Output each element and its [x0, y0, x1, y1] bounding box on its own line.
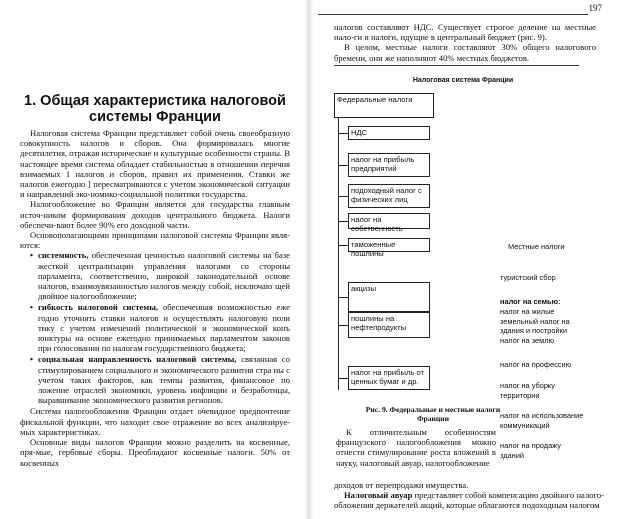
- list-item: • гибкость налоговой системы, обеспеченная возможностью еже годно уточнять ставки налогов и осуществлять налоговую поли тику с учетом изменений политической и экономической конъ юнктуры на основе ежегодно принимаемых парламентом законов при голосовании по налогам государственного бюджета;: [30, 302, 290, 353]
- local-tax-item: коммуникаций: [500, 421, 550, 430]
- tax-box-property: налог на собственность: [348, 213, 430, 229]
- tax-box-income: подоходный налог с физических лиц: [348, 184, 430, 208]
- connector: [338, 133, 348, 134]
- right-bottom-text: доходов от перепродажи имущества. Налоговый авуар представляет собой компенсацию двойного налого-обложения держателей акций, которые облагаются подоходным налогом: [334, 480, 604, 511]
- connector: [338, 297, 348, 298]
- local-tax-item: налог на продажу: [500, 441, 561, 450]
- diagram-title: Налоговая система Франции: [412, 77, 514, 84]
- local-tax-item: налог на землю: [500, 336, 555, 345]
- section-heading: 1. Общая характеристика налоговой системы Франции: [24, 93, 286, 125]
- tax-box-excise: акцизы: [348, 282, 430, 312]
- tax-box-profit: налог на прибыль предприятий: [348, 153, 430, 177]
- paragraph-revenue: Налогообложение во Франции является для государства главным источ-ником формирования доходов центрального бюджета. Налоги обеспечи-вают более 90% его доходной части.: [20, 199, 290, 230]
- connector: [338, 245, 348, 246]
- tax-box-vat: НДС: [348, 126, 430, 140]
- federal-taxes-box: Федеральные налоги: [334, 93, 434, 118]
- connector: [338, 325, 348, 326]
- local-tax-item: территории: [500, 391, 540, 400]
- paragraph-principles: Основополагающими принципами налоговой системы Франции явля-ются:: [20, 230, 290, 251]
- paragraph-types: Основные виды налогов Франции можно разделить на косвенные, пря-мые, гербовые сборы. Преобладают косвенные налоги. 50% от косвенных: [20, 437, 290, 468]
- book-gutter: [304, 0, 314, 519]
- right-para-k: К отличительным особенностям французского налогообложения можно отнести стимулирование роста вложений в науку, налоговый авуар, налогообложение: [336, 427, 496, 468]
- right-page: [318, 0, 620, 519]
- paragraph-intro: Налоговая система Франции представляет собой очень своеобразную совокупность налогов и сборов. Она формировалась многие десятилетия, отражая исторические и культурные особенности страны. В настоящее время система обладает стабильностью в отношении перечня взимаемых 1 налогов и сборов, правил их применения. Ставки же налогов ежегодно ] пересматриваются с учетом экономической ситуации и направлений эко-номико-социальной политики государства.: [20, 128, 290, 200]
- local-taxes-label: Местные налоги: [508, 242, 565, 251]
- tax-box-customs: таможенные пошлины: [348, 238, 430, 252]
- page-number: 197: [588, 3, 602, 13]
- connector: [338, 118, 339, 390]
- principles-list: [20, 250, 290, 405]
- connector: [338, 165, 348, 166]
- connector: [338, 221, 348, 222]
- local-tax-item: налог на профессию: [500, 360, 572, 369]
- paragraph-fiscal: Система налогообложения Франции отдает очевидное предпочтение фискальной функции, что находит свое отражение во всех анализируе-мых характеристиках.: [20, 406, 290, 437]
- local-tax-item: налог на использование: [500, 411, 584, 420]
- local-tax-item: зданий: [500, 451, 524, 460]
- local-tax-item: туристский сбор: [500, 273, 556, 282]
- header-rule: [318, 14, 588, 15]
- connector: [338, 378, 348, 379]
- tax-box-securities: налог на прибыль от ценных бумаг и др.: [348, 366, 430, 390]
- tax-box-oil-duties: пошлины на нефтепродукты: [348, 312, 430, 338]
- local-tax-item: здания и постройки: [500, 326, 567, 335]
- connector: [338, 196, 348, 197]
- left-body: [20, 128, 290, 468]
- left-page: [0, 0, 300, 519]
- list-item: • системность, обеспеченная ценностью налоговой системы на базе жесткой централизации управления налогами со стороны парламента, соответственно, широкой законодательной основе налогов, взаимоувязанностью налогов между собой, исключаю щей двойное налогообложение;: [30, 250, 290, 301]
- figure-caption: Рис. 9. Федеральные и местные налоги Франции: [365, 405, 501, 423]
- local-tax-item: налог на уборку: [500, 381, 555, 390]
- local-tax-item: налог на семью:: [500, 297, 561, 306]
- right-top-text: налогов составляют НДС. Существует строгое деление на местные нало-ги и налоги, идущие в центральный бюджет (рис. 9). В целом, местные налоги составляют 30% общего налогового бремени, они же наполняют 40% местных бюджетов.: [334, 22, 596, 63]
- local-tax-item: земельный налог на: [500, 317, 570, 326]
- divider: [334, 65, 579, 66]
- local-tax-item: налог на жилые: [500, 307, 555, 316]
- list-item: • социальная направленность налоговой системы, связанная со стимулированием социального и экономического развития стра ны с учетом таких факторов, как темпы развития, финансовое по ложение отраслей экономики, уровень инфляции и безработицы, выравнивание экономического развития регионов.: [30, 354, 290, 405]
